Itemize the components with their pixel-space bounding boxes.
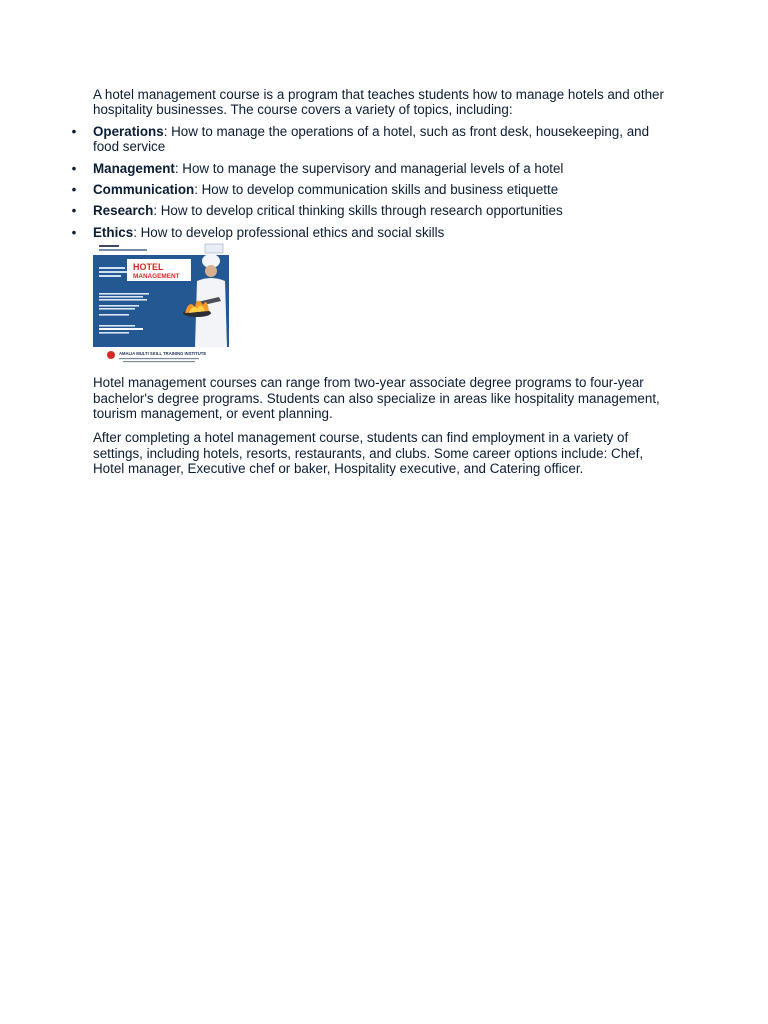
document-body — [71, 87, 668, 477]
flyer-text-line — [99, 314, 129, 316]
bullet-icon: • — [71, 160, 77, 176]
flyer-text-line — [99, 271, 127, 273]
hotel-management-flyer-image — [93, 241, 229, 365]
topic-description: : How to manage the supervisory and managerial levels of a hotel — [174, 160, 564, 176]
flyer-text-line — [99, 325, 135, 327]
flyer-text-line — [99, 308, 135, 310]
flyer-top-text-line — [99, 245, 119, 247]
topic-description: : How to develop critical thinking skills through research opportunities — [153, 203, 563, 219]
topic-term: Management — [93, 160, 175, 176]
flyer-partner-logo — [205, 244, 223, 253]
chef-face-icon — [205, 265, 217, 277]
topics-list — [71, 123, 668, 240]
topic-description: : How to manage the operations of a hotel, such as front desk, housekeeping, and food service — [93, 123, 650, 155]
bullet-icon: • — [71, 203, 77, 219]
list-item — [71, 182, 668, 198]
flyer-text-line — [99, 293, 149, 295]
flyer-footer-text-line — [123, 361, 195, 362]
list-item — [71, 160, 668, 176]
flyer-footer-text-line — [119, 358, 199, 359]
topic-term: Communication — [93, 182, 195, 198]
degrees-paragraph: Hotel management courses can range from two-year associate degree programs to four-year bachelor's degree programs. Students can also specialize in areas like hospitality management, tourism management, or event planning. — [93, 375, 660, 422]
list-item — [71, 203, 668, 219]
flyer-top-text-line — [99, 249, 147, 251]
flyer-text-line — [99, 267, 125, 269]
bullet-icon: • — [71, 182, 77, 198]
flyer-text-line — [99, 305, 139, 307]
topic-term: Research — [93, 203, 154, 219]
flyer-institute-name: AMALIA MULTI SKILL TRAINING INSTITUTE — [119, 351, 207, 357]
topic-term: Operations — [93, 123, 164, 139]
flyer-graphic — [93, 241, 229, 365]
list-item — [71, 123, 668, 155]
flyer-heading-line2: MANAGEMENT — [133, 273, 180, 281]
list-item — [71, 224, 668, 240]
flyer-text-line — [99, 332, 129, 334]
bullet-icon: • — [71, 224, 77, 240]
flyer-text-line — [99, 328, 143, 330]
flyer-heading-line1: HOTEL — [133, 262, 164, 273]
bullet-icon: • — [71, 123, 77, 139]
topic-term: Ethics — [93, 224, 134, 240]
flyer-text-line — [99, 299, 147, 301]
intro-paragraph: A hotel management course is a program that teaches students how to manage hotels and other hospitality businesses. The course covers a variety of topics, including: — [93, 87, 664, 118]
flyer-text-line — [99, 296, 143, 298]
careers-paragraph: After completing a hotel management course, students can find employment in a variety of settings, including hotels, resorts, restaurants, and clubs. Some career options include: Chef, Hotel manager, Executive chef or baker, Hospitality executive, and Catering officer. — [93, 430, 644, 477]
flyer-text-line — [99, 275, 121, 277]
topic-description: : How to develop communication skills and business etiquette — [194, 182, 559, 198]
institute-logo-icon — [107, 351, 115, 359]
topic-description: : How to develop professional ethics and social skills — [133, 224, 445, 240]
